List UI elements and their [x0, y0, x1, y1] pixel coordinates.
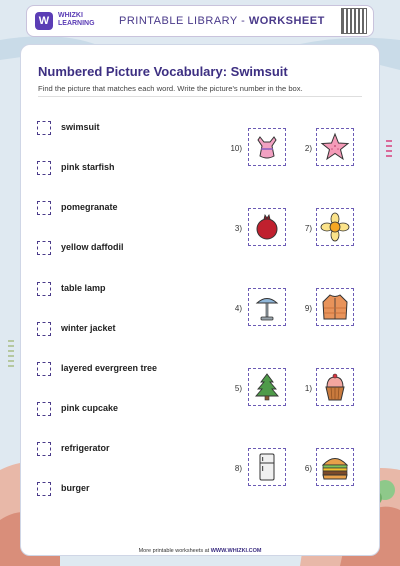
picture-card	[316, 288, 354, 326]
word-label: layered evergreen tree	[61, 363, 158, 373]
picture-number: 7)	[304, 224, 312, 233]
word-label: burger	[61, 483, 90, 493]
library-label: PRINTABLE LIBRARY -	[119, 15, 249, 27]
burger-icon	[320, 452, 350, 482]
picture-number: 3)	[234, 224, 242, 233]
answer-box[interactable]	[37, 241, 51, 255]
answer-box[interactable]	[37, 402, 51, 416]
picture-card	[316, 448, 354, 486]
cupcake-icon	[320, 372, 350, 402]
worksheet-title: Numbered Picture Vocabulary: Swimsuit	[38, 64, 288, 79]
footer-prefix: More printable worksheets at	[138, 548, 211, 554]
picture-number: 4)	[234, 304, 242, 313]
word-label: pomegranate	[61, 202, 118, 212]
picture-card	[248, 368, 286, 406]
word-label: refrigerator	[61, 443, 110, 453]
swimsuit-icon	[252, 132, 282, 162]
jacket-icon	[320, 292, 350, 322]
answer-box[interactable]	[37, 282, 51, 296]
library-title	[119, 15, 325, 27]
brand-line-2: LEARNING	[58, 20, 95, 27]
brand-name	[58, 12, 95, 28]
picture-number: 10)	[230, 144, 242, 153]
picture-number: 8)	[234, 464, 242, 473]
picture-card	[316, 368, 354, 406]
answer-box[interactable]	[37, 201, 51, 215]
word-label: table lamp	[61, 283, 106, 293]
qr-code-icon	[341, 8, 367, 34]
word-label: swimsuit	[61, 122, 100, 132]
answer-box[interactable]	[37, 482, 51, 496]
starfish-icon	[320, 132, 350, 162]
footer	[0, 548, 400, 554]
tree-icon	[252, 372, 282, 402]
library-header	[26, 5, 374, 37]
pomegranate-icon	[252, 212, 282, 242]
answer-box[interactable]	[37, 362, 51, 376]
picture-number: 5)	[234, 384, 242, 393]
word-label: pink starfish	[61, 162, 115, 172]
picture-card	[248, 128, 286, 166]
picture-card	[248, 288, 286, 326]
picture-card	[316, 128, 354, 166]
answer-box[interactable]	[37, 442, 51, 456]
daffodil-icon	[320, 212, 350, 242]
answer-box[interactable]	[37, 161, 51, 175]
lamp-icon	[252, 292, 282, 322]
picture-card	[248, 448, 286, 486]
word-label: winter jacket	[61, 323, 116, 333]
answer-box[interactable]	[37, 121, 51, 135]
footer-link[interactable]: WWW.WHIZKI.COM	[210, 548, 262, 554]
picture-number: 6)	[304, 464, 312, 473]
picture-number: 9)	[304, 304, 312, 313]
brand-line-1: WHIZKI	[58, 12, 83, 19]
refrigerator-icon	[252, 452, 282, 482]
answer-box[interactable]	[37, 322, 51, 336]
library-type: WORKSHEET	[248, 15, 325, 27]
word-label: pink cupcake	[61, 403, 119, 413]
word-label: yellow daffodil	[61, 242, 124, 252]
whizki-logo: W	[35, 12, 53, 30]
picture-number: 2)	[304, 144, 312, 153]
divider	[38, 96, 362, 97]
picture-card	[316, 208, 354, 246]
picture-card	[248, 208, 286, 246]
picture-number: 1)	[304, 384, 312, 393]
worksheet-instructions: Find the picture that matches each word. Write the picture's number in the box.	[38, 84, 303, 93]
